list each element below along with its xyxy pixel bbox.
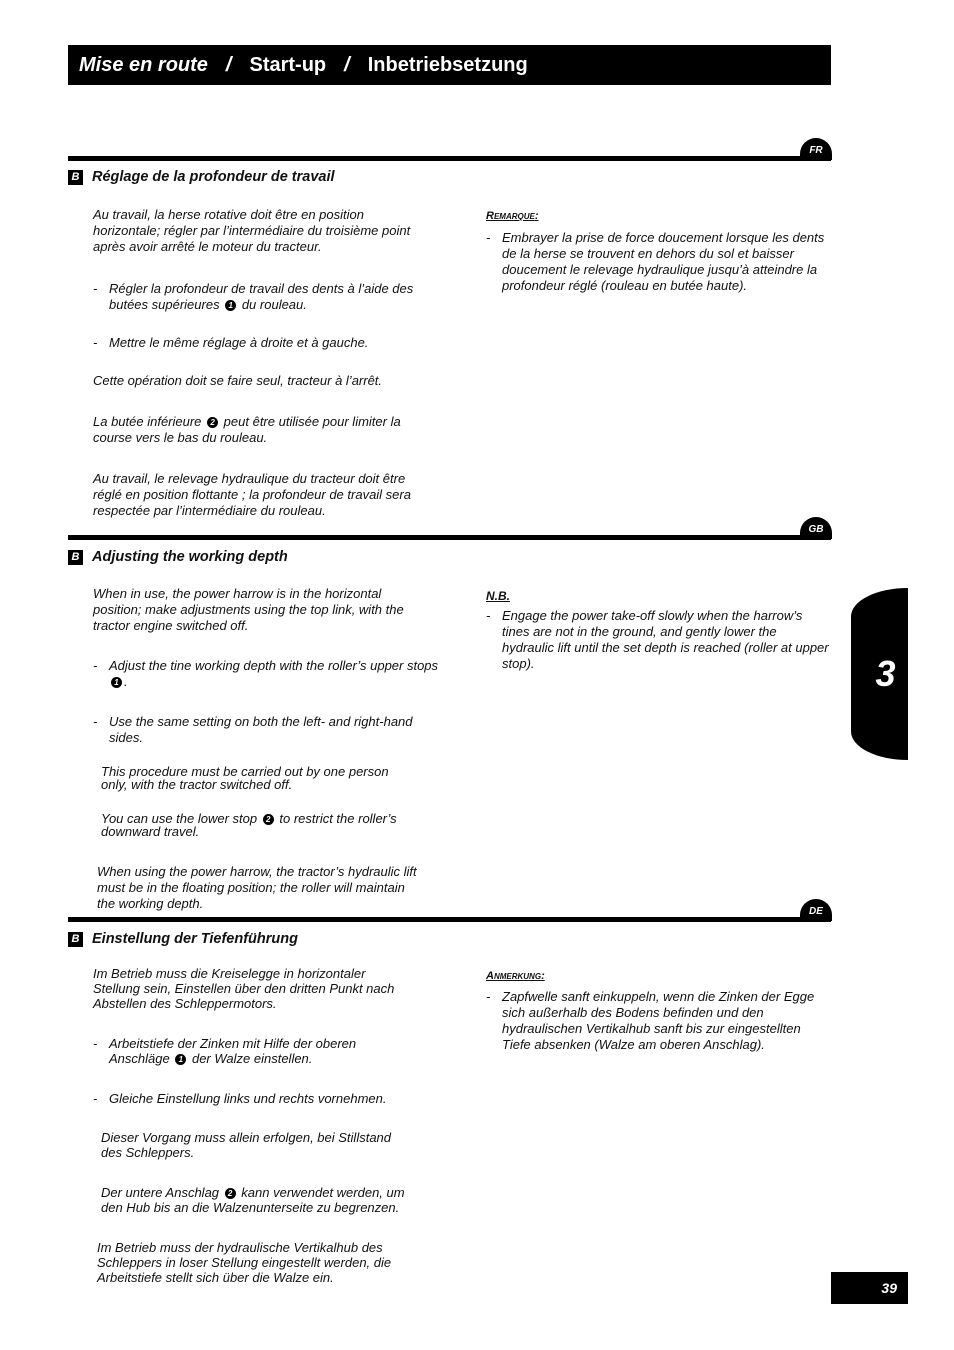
page-number: 39 (831, 1272, 908, 1304)
lang-tab-de: DE (800, 899, 832, 921)
paragraph-text: Der untere Anschlag (101, 1185, 220, 1200)
list-dash: - (486, 230, 491, 245)
header-separator: / (225, 53, 232, 76)
fr-remark-item (486, 230, 827, 294)
remark-label: Anmerkung (486, 970, 542, 982)
chapter-tab: 3 (851, 588, 908, 760)
fr-intro: Au travail, la herse rotative doit être en position horizontale; régler par l’intermédiaire du troisième point après avoir arrêté le moteur du tracteur. (93, 207, 411, 254)
list-dash: - (93, 1036, 98, 1051)
callout-2-icon: 2 (263, 814, 274, 825)
item-text: Arbeitstiefe der Zinken mit Hilfe der oberen Anschläge (109, 1036, 357, 1066)
de-remark-title (486, 970, 545, 982)
section-marker-icon: B (68, 932, 83, 947)
item-text: Régler la profondeur de travail des dents à l’aide des butées supérieures (109, 281, 414, 312)
de-intro: Im Betrieb muss die Kreiselegge in horizontaler Stellung sein, Einstellen über den dritten Punkt nach Abstellen des Schleppermotors. (93, 966, 395, 1011)
item-text: du rouleau. (241, 297, 307, 312)
header-title-gb: Start-up (249, 53, 327, 76)
callout-2-icon: 2 (225, 1188, 236, 1199)
remark-text: Engage the power take-off slowly when the harrow’s tines are not in the ground, and gently lower the hydraulic lift until the set depth is reached (roller at upper stop). (502, 608, 829, 671)
gb-paragraph-3: When using the power harrow, the tractor’s hydraulic lift must be in the floating position; the roller will maintain the working depth. (97, 864, 417, 911)
callout-1-icon: 1 (111, 677, 122, 688)
section-title-text: Einstellung der Tiefenführung (92, 931, 298, 947)
item-text: Gleiche Einstellung links und rechts vornehmen. (109, 1091, 387, 1106)
header-separator: / (344, 53, 350, 76)
list-dash: - (486, 608, 491, 623)
remark-text: Embrayer la prise de force doucement lorsque les dents de la herse se trouvent en dehors du sol et baisser doucement le relevage hydraulique jusqu’à atteindre la profondeur réglé (rouleau en butée haute). (502, 230, 825, 293)
gb-list-item-1 (93, 658, 439, 690)
header-title-fr: Mise en route (79, 53, 208, 76)
list-dash: - (93, 281, 98, 296)
remark-colon: : (541, 970, 545, 982)
remark-label: Remarque (486, 210, 535, 222)
section-divider (68, 535, 831, 540)
paragraph-text: to restrict the roller’s downward travel. (101, 811, 397, 840)
remark-colon: : (534, 210, 539, 222)
section-title-gb (68, 549, 288, 565)
de-remark-item (486, 989, 832, 1053)
list-dash: - (93, 658, 98, 673)
section-divider (68, 917, 831, 922)
fr-list-item-1 (93, 281, 429, 313)
paragraph-text: kann verwendet werden, um den Hub bis an die Walzenunterseite zu begrenzen. (101, 1185, 405, 1215)
de-paragraph-1: Dieser Vorgang muss allein erfolgen, bei Stillstand des Schleppers. (101, 1130, 392, 1160)
fr-list-item-2 (93, 335, 429, 351)
list-dash: - (93, 335, 98, 350)
paragraph-text: You can use the lower stop (101, 811, 258, 826)
de-list-item-1 (93, 1036, 409, 1066)
section-marker-icon: B (68, 550, 83, 565)
de-paragraph-2 (101, 1185, 421, 1215)
gb-paragraph-2 (101, 812, 416, 838)
gb-list-item-2 (93, 714, 419, 746)
gb-remark-item (486, 608, 832, 672)
page-header (68, 45, 831, 85)
item-text: . (124, 674, 128, 689)
callout-2-icon: 2 (207, 417, 218, 428)
section-title-de (68, 931, 298, 947)
item-text: Mettre le même réglage à droite et à gauche. (109, 335, 369, 350)
gb-remark-title (486, 589, 510, 603)
item-text: Adjust the tine working depth with the roller’s upper stops (109, 658, 439, 673)
callout-1-icon: 1 (175, 1054, 186, 1065)
lang-tab-gb: GB (800, 517, 832, 539)
paragraph-text: La butée inférieure (93, 414, 202, 429)
section-title-fr (68, 169, 335, 185)
paragraph-text: peut être utilisée pour limiter la course vers le bas du rouleau. (93, 414, 401, 445)
list-dash: - (93, 714, 98, 729)
section-divider (68, 156, 831, 161)
lang-tab-fr: FR (800, 138, 832, 160)
remark-text: Zapfwelle sanft einkuppeln, wenn die Zinken der Egge sich außerhalb des Bodens befinden und den hydraulischen Vertikalhub sanft bis zur eingestellten Tiefe absenken (Walze am oberen Anschlag). (502, 989, 815, 1052)
fr-paragraph-1: Cette opération doit se faire seul, tracteur à l’arrêt. (93, 373, 383, 388)
item-text: der Walze einstellen. (191, 1051, 313, 1066)
header-title-de: Inbetriebsetzung (367, 53, 528, 76)
list-dash: - (93, 1091, 98, 1106)
gb-paragraph-1: This procedure must be carried out by one person only, with the tractor switched off. (101, 764, 389, 792)
section-title-text: Adjusting the working depth (92, 549, 288, 565)
gb-intro: When in use, the power harrow is in the horizontal position; make adjustments using the top link, with the tractor engine switched off. (93, 586, 404, 633)
callout-1-icon: 1 (225, 300, 236, 311)
list-dash: - (486, 989, 491, 1004)
item-text: Use the same setting on both the left- and right-hand sides. (109, 714, 413, 745)
section-title-text: Réglage de la profondeur de travail (92, 169, 335, 185)
fr-remark-title (486, 210, 539, 222)
fr-paragraph-2 (93, 414, 423, 446)
de-paragraph-3: Im Betrieb muss der hydraulische Vertikalhub des Schleppers in loser Stellung eingestellt werden, die Arbeitstiefe stellt sich über die Walze ein. (97, 1240, 392, 1285)
remark-label: N.B. (486, 589, 510, 603)
section-marker-icon: B (68, 170, 83, 185)
fr-paragraph-3: Au travail, le relevage hydraulique du tracteur doit être réglé en position flottante ; la profondeur de travail sera respectée par l’intermédiaire du rouleau. (93, 471, 411, 518)
de-list-item-2 (93, 1091, 439, 1107)
